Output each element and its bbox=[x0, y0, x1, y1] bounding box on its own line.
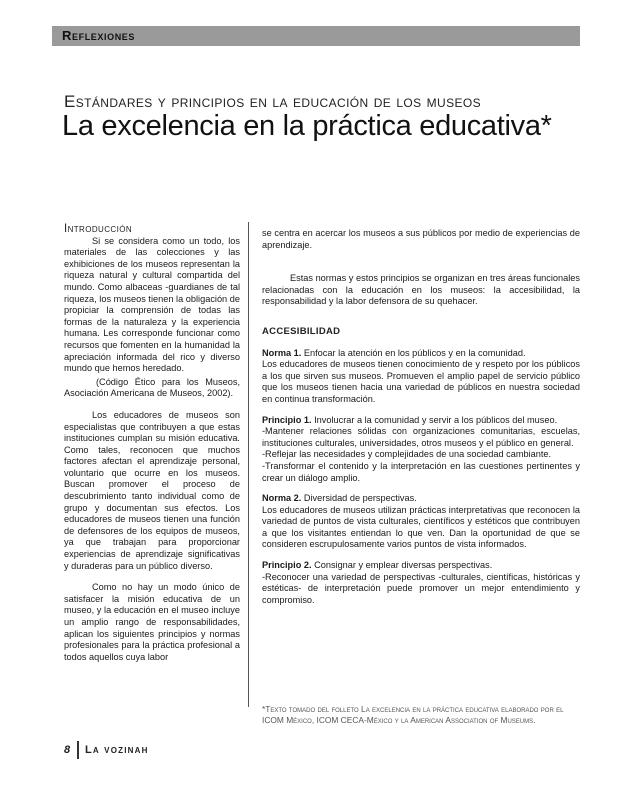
intro-citation: (Código Ético para los Museos, Asociación Americana de Museos, 2002). bbox=[64, 376, 240, 399]
right-paragraph-2: Estas normas y estos principios se organizan en tres áreas funcionales relacionadas con la educación en los museos: la accesibilidad, la responsabilidad y la labor defensora de su quehacer. bbox=[262, 273, 580, 307]
right-paragraph-1: se centra en acercar los museos a sus públicos por medio de experiencias de aprendizaje. bbox=[262, 228, 580, 250]
article-headline: La excelencia en la práctica educativa* bbox=[62, 110, 552, 142]
principio-2-text: Consignar y emplear diversas perspectivas. bbox=[311, 560, 493, 571]
norma-2-body: Los educadores de museos utilizan prácticas interpretativas que reconocen la variedad de puntos de vista culturales, científicos y estéticos que contribuyen a que los visitantes entiendan lo que ven. Dan la oportunidad de que se consideren escrupulosamente varios puntos de vista informados. bbox=[262, 504, 580, 550]
page-number: 8 bbox=[64, 744, 71, 756]
principio-1-bullet-1: -Mantener relaciones sólidas con organizaciones comunitarias, escuelas, instituciones culturales, universidades, otros museos y el público en general. bbox=[262, 426, 580, 448]
norma-1-body: Los educadores de museos tienen conocimiento de y respeto por los públicos a los que sirven sus museos. Promueven el amplio papel de servicio público que los museos tienen hacia una variedad de públicos en nuestra sociedad en continua transformación. bbox=[262, 359, 580, 404]
principio-2-label: Principio 2. bbox=[262, 560, 312, 571]
section-label: Reflexiones bbox=[62, 28, 135, 43]
norma-1-label: Norma 1. bbox=[262, 347, 302, 358]
column-divider bbox=[248, 222, 249, 707]
principio-1-bullet-2: -Reflejar las necesidades y complejidades de una sociedad cambiante. bbox=[262, 449, 552, 460]
accesibilidad-heading: ACCESIBILIDAD bbox=[262, 325, 341, 337]
publication-name: La vozinah bbox=[85, 744, 149, 756]
norma-1-text: Enfocar la atención en los públicos y en la comunidad. bbox=[301, 347, 526, 358]
intro-paragraph-3: Como no hay un modo único de satisfacer la misión educativa de un museo, y la educación en el museo incluye un amplio rango de responsabilidades, aplican los siguientes principios y normas profesionales para la práctica profesional a todos aquellos cuya labor bbox=[64, 582, 240, 662]
left-column bbox=[64, 224, 240, 663]
right-column bbox=[262, 228, 580, 606]
principio-1-label: Principio 1. bbox=[262, 414, 312, 425]
article-kicker: Estándares y principios en la educación de los museos bbox=[64, 92, 482, 111]
principio-1-bullet-3: -Transformar el contenido y la interpretación en las cuestiones pertinentes y crear un diálogo amplio. bbox=[262, 460, 580, 483]
norma-2-title bbox=[262, 493, 580, 505]
norma-2-text: Diversidad de perspectivas. bbox=[301, 493, 417, 504]
intro-paragraph-2: Los educadores de museos son especialistas que contribuyen a que estas instituciones cumplan su misión educativa. Como tales, reconocen que muchos factores afectan el aprendizaje personal, voluntario que ocurre en los museos. Buscan promover el proceso de descubrimiento tanto individual como de grupo y documentan sus efectos. Los educadores de museos tienen una función de defensores de los equipos de museos, ya que trabajan para proporcionar experiencias de aprendizaje significativas y duraderas para un público diverso. bbox=[64, 409, 240, 571]
principio-2-title bbox=[262, 560, 580, 572]
norma-2-label: Norma 2. bbox=[262, 493, 302, 504]
principio-2-body: -Reconocer una variedad de perspectivas -culturales, científicas, históricas y estéticas- de interpretación puede promover un mejor entendimiento y compromiso. bbox=[262, 571, 580, 605]
intro-heading: Introducción bbox=[64, 223, 132, 235]
footer-divider bbox=[77, 741, 79, 759]
footnote: *Texto tomado del folleto La excelencia en la práctica educativa elaborado por el ICOM México, ICOM CECA-México y la American Association of Museums. bbox=[262, 704, 564, 725]
intro-paragraph-1: Si se considera como un todo, los materiales de las colecciones y las exhibiciones de los museos representan la riqueza natural y cultural compartida del mundo. Como albaceas -guardianes de tal riqueza, los museos tienen la obligación de propiciar la comprensión de todas las formas de la naturaleza y la experiencia humana. Les corresponde funcionar como recursos que fomenten en la humanidad la apreciación informada del rico y diverso mundo que hemos heredado. bbox=[64, 235, 240, 374]
principio-1-text: Involucrar a la comunidad y servir a los públicos del museo. bbox=[311, 414, 558, 425]
section-band bbox=[52, 26, 580, 46]
principio-1-title bbox=[262, 415, 580, 427]
norma-1-title bbox=[262, 348, 580, 360]
